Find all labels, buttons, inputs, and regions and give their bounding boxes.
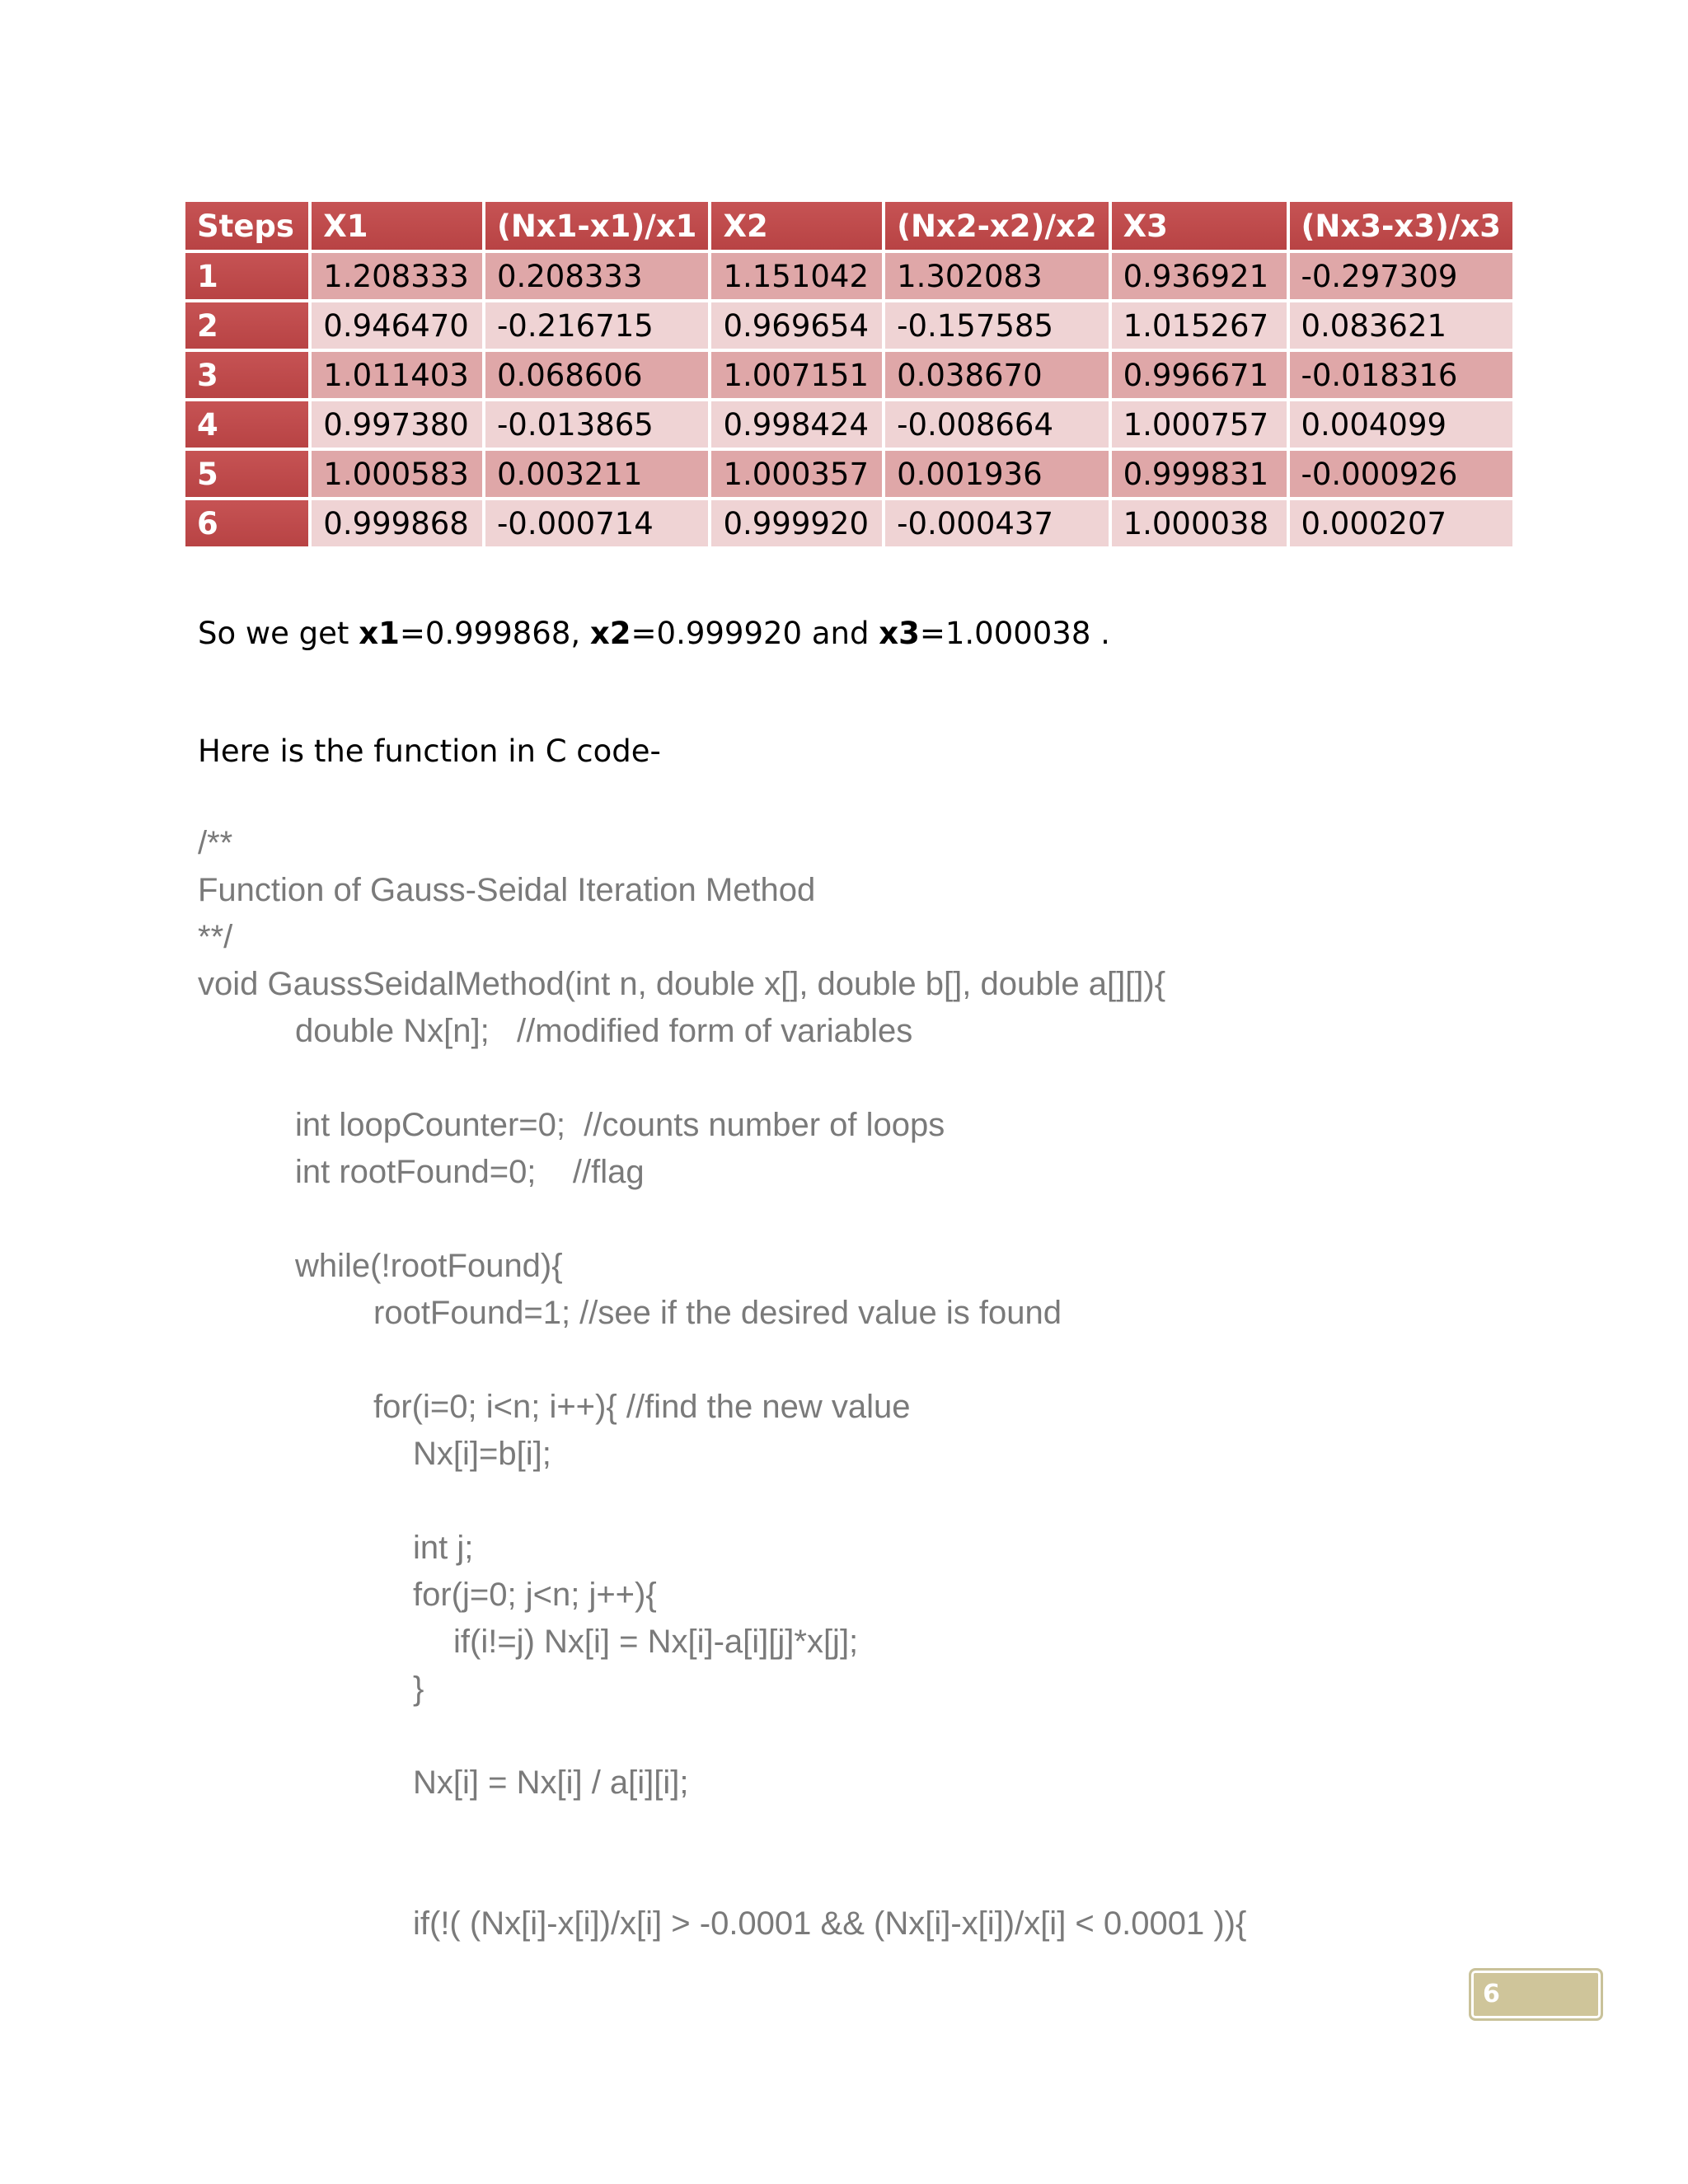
- code-line: for(i=0; i<n; i++){ //find the new value: [373, 1389, 911, 1425]
- code-block: [198, 820, 1246, 1947]
- table-cell: 0.998424: [711, 401, 882, 448]
- table-header-row: [185, 202, 1512, 250]
- table-cell: -0.000714: [485, 500, 709, 546]
- code-line: [198, 1478, 1246, 1525]
- table-cell: 0.083621: [1290, 302, 1513, 349]
- code-line: double Nx[n]; //modified form of variables: [295, 1013, 913, 1049]
- table-cell: 0.936921: [1112, 253, 1287, 299]
- table-cell: 0.999831: [1112, 451, 1287, 497]
- table-row: [185, 302, 1512, 349]
- table-cell: -0.008664: [885, 401, 1109, 448]
- table-row: [185, 253, 1512, 299]
- table-cell: 0.004099: [1290, 401, 1513, 448]
- table-row: [185, 352, 1512, 398]
- table-cell: -0.018316: [1290, 352, 1513, 398]
- table-cell: -0.297309: [1290, 253, 1513, 299]
- code-line: [198, 1055, 1246, 1102]
- code-line: if(i!=j) Nx[i] = Nx[i]-a[i][j]*x[j];: [453, 1624, 859, 1660]
- result-summary: [198, 616, 1110, 651]
- table-cell: 0.038670: [885, 352, 1109, 398]
- step-number: 6: [185, 500, 308, 546]
- code-intro: Here is the function in C code-: [198, 733, 661, 769]
- summary-prefix: So we get: [198, 616, 359, 651]
- table-cell: -0.216715: [485, 302, 709, 349]
- table-cell: 0.969654: [711, 302, 882, 349]
- table-cell: 0.068606: [485, 352, 709, 398]
- header-x1: X1: [312, 202, 482, 250]
- code-line: Nx[i]=b[i];: [413, 1436, 551, 1472]
- summary-x1-value: =0.999868,: [399, 616, 590, 651]
- step-number: 2: [185, 302, 308, 349]
- iteration-table: [182, 199, 1516, 550]
- table-cell: 1.015267: [1112, 302, 1287, 349]
- code-line: [198, 1807, 1246, 1854]
- table-cell: 1.000038: [1112, 500, 1287, 546]
- code-line: while(!rootFound){: [295, 1248, 563, 1284]
- summary-x2-value: =0.999920 and: [631, 616, 879, 651]
- table-cell: 1.302083: [885, 253, 1109, 299]
- page-number: 6: [1469, 1968, 1603, 2021]
- code-line: for(j=0; j<n; j++){: [413, 1577, 657, 1613]
- summary-x3-value: =1.000038 .: [919, 616, 1110, 651]
- code-line: Function of Gauss-Seidal Iteration Method: [198, 872, 816, 908]
- code-line: /**: [198, 825, 233, 861]
- code-line: [198, 1854, 1246, 1900]
- header-error-x3: (Nx3-x3)/x3: [1290, 202, 1513, 250]
- code-line: [198, 1196, 1246, 1243]
- code-line: if(!( (Nx[i]-x[i])/x[i] > -0.0001 && (Nx[i]-x[i])/x[i] < 0.0001 )){: [413, 1905, 1247, 1942]
- table-cell: 0.999920: [711, 500, 882, 546]
- code-line: int loopCounter=0; //counts number of loops: [295, 1107, 945, 1143]
- table-cell: 1.208333: [312, 253, 482, 299]
- table-cell: -0.157585: [885, 302, 1109, 349]
- table-cell: -0.000437: [885, 500, 1109, 546]
- summary-x2-label: x2: [589, 616, 631, 651]
- summary-x3-label: x3: [879, 616, 920, 651]
- table-cell: 0.997380: [312, 401, 482, 448]
- table-cell: 0.996671: [1112, 352, 1287, 398]
- table-cell: -0.000926: [1290, 451, 1513, 497]
- code-line: Nx[i] = Nx[i] / a[i][i];: [413, 1765, 689, 1801]
- step-number: 4: [185, 401, 308, 448]
- header-x2: X2: [711, 202, 882, 250]
- header-x3: X3: [1112, 202, 1287, 250]
- table-cell: 1.011403: [312, 352, 482, 398]
- code-line: [198, 1337, 1246, 1384]
- table-cell: -0.013865: [485, 401, 709, 448]
- table-cell: 1.000757: [1112, 401, 1287, 448]
- step-number: 5: [185, 451, 308, 497]
- table-row: [185, 451, 1512, 497]
- code-line: void GaussSeidalMethod(int n, double x[], double b[], double a[][]){: [198, 966, 1166, 1002]
- table-cell: 0.003211: [485, 451, 709, 497]
- table-cell: 0.000207: [1290, 500, 1513, 546]
- code-line: }: [413, 1671, 424, 1707]
- code-line: rootFound=1; //see if the desired value is found: [373, 1295, 1062, 1331]
- table-cell: 1.151042: [711, 253, 882, 299]
- summary-x1-label: x1: [359, 616, 400, 651]
- code-line: int rootFound=0; //flag: [295, 1154, 645, 1190]
- header-error-x2: (Nx2-x2)/x2: [885, 202, 1109, 250]
- table-cell: 1.007151: [711, 352, 882, 398]
- table-cell: 1.000583: [312, 451, 482, 497]
- code-line: int j;: [413, 1530, 474, 1566]
- table-cell: 0.999868: [312, 500, 482, 546]
- table-row: [185, 401, 1512, 448]
- code-line: [198, 1713, 1246, 1760]
- table-cell: 1.000357: [711, 451, 882, 497]
- table-row: [185, 500, 1512, 546]
- table-cell: 0.946470: [312, 302, 482, 349]
- step-number: 3: [185, 352, 308, 398]
- table-cell: 0.001936: [885, 451, 1109, 497]
- header-steps: Steps: [185, 202, 308, 250]
- step-number: 1: [185, 253, 308, 299]
- table-cell: 0.208333: [485, 253, 709, 299]
- code-line: **/: [198, 919, 233, 955]
- header-error-x1: (Nx1-x1)/x1: [485, 202, 709, 250]
